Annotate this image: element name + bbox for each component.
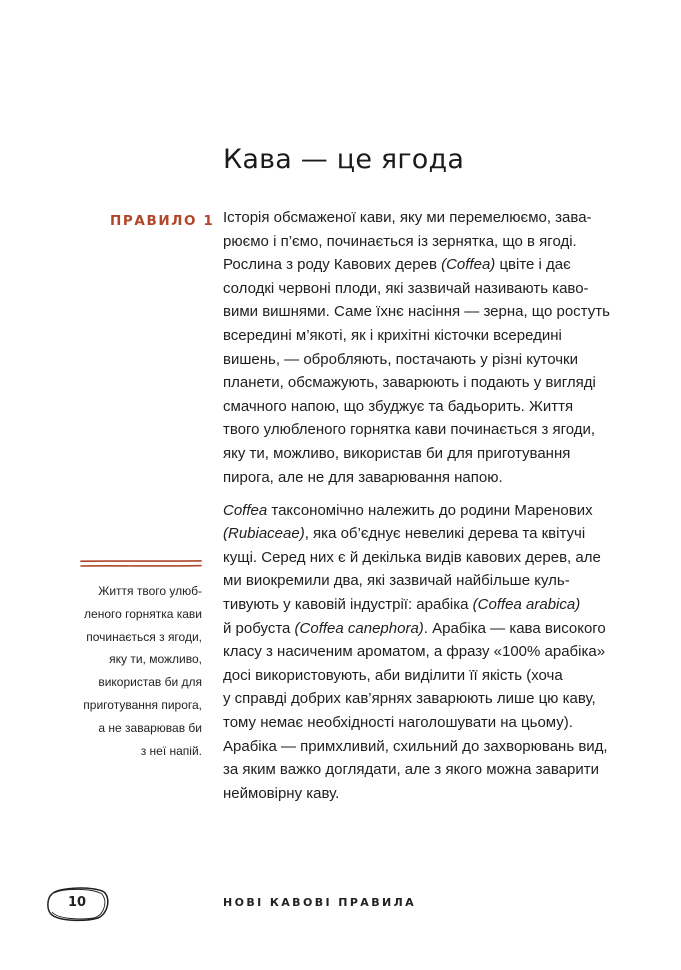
line-text: Історія обсмаженої кави, яку ми перемелюємо, зава-: [223, 209, 592, 226]
italic-term: (Coffea): [441, 256, 496, 274]
line-text: планети, обсмажують, заварюють і подають у вигляді: [223, 374, 596, 392]
line-text: тивують у кавовій індустрії: арабіка: [223, 596, 473, 613]
quote-line: яку ти, можливо,: [109, 652, 202, 667]
text-line: [223, 640, 606, 664]
line-text: досі використовують, аби виділити її якість (хоча: [223, 666, 563, 684]
text-line: [223, 418, 596, 442]
line-text: пирога, але не для заварювання напою.: [223, 468, 503, 486]
line-text: Рослина з роду Кавових дерев: [223, 256, 442, 274]
rule-label: ПРАВИЛО 1: [110, 213, 215, 229]
running-title: НОВІ КАВОВІ ПРАВИЛА: [223, 896, 417, 909]
line-text: солодкі червоні плоди, які зазвичай називають каво-: [223, 279, 589, 297]
text-line: [223, 735, 608, 759]
text-line: [223, 300, 610, 324]
line-text: класу з насиченим ароматом, а фразу «100% арабіка»: [223, 643, 606, 661]
italic-term: (Rubiaceae): [223, 525, 305, 543]
quote-line: Життя твого улюб-: [98, 584, 202, 598]
line-text: за яким важко доглядати, але з якого можна заварити: [223, 761, 599, 779]
italic-term: Coffea: [223, 501, 268, 519]
text-line: [223, 277, 593, 301]
page-number: 10: [67, 895, 87, 910]
chapter-title: Кава — це ягода: [223, 144, 465, 175]
line-text: неймовірну каву.: [223, 784, 340, 802]
text-line: [223, 230, 593, 254]
line-text: ми виокремили два, які зазвичай найбільше куль-: [223, 572, 570, 590]
text-line: [223, 593, 593, 617]
quote-line: з неї напій.: [140, 743, 202, 758]
italic-term: (Coffea arabica): [472, 596, 581, 613]
line-text: тому немає необхідності наголошувати на цьому).: [223, 713, 573, 731]
line-text: таксономічно належить до родини Маренових: [267, 501, 593, 519]
quote-line: використав би для: [98, 675, 202, 690]
line-text: вими вишнями. Саме їхнє насіння — зерна, що ростуть: [223, 303, 610, 321]
line-text: , яка об’єднує невеликі дерева та квітучі: [304, 525, 586, 543]
text-line: [223, 522, 593, 546]
quote-line: починається з ягоди,: [86, 629, 202, 644]
line-text: кущі. Серед них є й декілька видів кавових дерев, але: [223, 548, 601, 566]
text-line: [223, 466, 593, 490]
text-line: [223, 324, 593, 348]
quote-line: а не заварював би: [98, 720, 202, 735]
body-text: [223, 206, 610, 805]
line-text: вишень, — обробляють, постачають у різні куточки: [223, 350, 578, 368]
italic-term: (Coffea canephora): [294, 619, 424, 637]
text-line: [223, 617, 606, 641]
line-text: твого улюбленого горнятка кави починається з ягоди,: [223, 421, 596, 439]
line-text: . Арабіка — кава високого: [423, 619, 606, 637]
quote-line: приготування пирога,: [83, 697, 202, 712]
sidebar-divider: [80, 559, 202, 568]
line-text: рюємо і п’ємо, починається із зернятка, що в ягоді.: [223, 232, 577, 250]
line-text: яку ти, можливо, використав би для приготування: [223, 444, 571, 462]
text-line: [223, 569, 593, 593]
quote-line: леного горнятка кави: [84, 606, 202, 621]
line-text: всередині м’якоті, як і крихітні кісточки всередині: [223, 326, 562, 344]
line-text: цвіте і дає: [495, 256, 571, 274]
line-text: смачного напою, що збуджує та бадьорить. Життя: [223, 397, 574, 415]
text-line: [223, 687, 596, 711]
text-line: [223, 371, 596, 395]
text-line: [223, 499, 593, 523]
line-text: Арабіка — примхливий, схильний до захворювань вид,: [223, 737, 608, 755]
sidebar-pull-quote: [80, 580, 202, 762]
line-text: у справді добрих кав’ярнях заварюють лише цю каву,: [223, 690, 596, 708]
text-line: [223, 782, 593, 806]
text-line: [223, 253, 593, 277]
text-line: [223, 395, 593, 419]
text-line: [223, 758, 599, 782]
line-text: й робуста: [223, 619, 295, 637]
text-line: [223, 206, 593, 230]
text-line: [223, 664, 593, 688]
text-line: [223, 442, 593, 466]
text-line: [223, 348, 593, 372]
paragraph-2: [223, 499, 608, 806]
text-line: [223, 711, 593, 735]
text-line: [223, 546, 601, 570]
paragraph-1: [223, 206, 610, 489]
